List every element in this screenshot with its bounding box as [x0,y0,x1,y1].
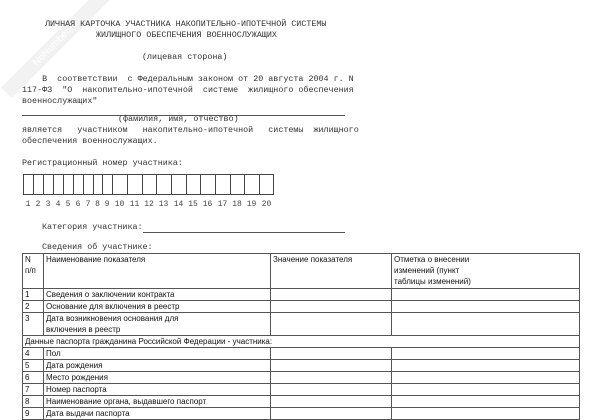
reg-digit-number: 10 [114,200,125,209]
reg-digit-number: 3 [45,200,51,209]
reg-digit-box[interactable] [93,174,102,195]
header-change: Отметка о внесении изменений (пункт таблицы изменений) [392,254,580,289]
row-indicator: Пол [44,348,271,360]
reg-digit-number: 1 [25,200,31,209]
reg-digit-box[interactable] [53,174,63,195]
row-value-cell[interactable] [271,372,392,384]
reg-digit-box[interactable] [259,174,274,195]
intro-3: военнослужащих" [22,96,98,106]
row-number: 3 [23,313,44,336]
row-change-cell[interactable] [392,360,580,372]
row-indicator: Номер паспорта [44,384,271,396]
reg-digit-box[interactable] [230,174,244,195]
reg-digit-number: 6 [75,200,81,209]
reg-digit-box[interactable] [63,174,73,195]
reg-digit-box[interactable] [127,174,142,195]
reg-digit-box[interactable] [244,174,259,195]
reg-digit-box[interactable] [33,174,43,195]
reg-digit-number: 2 [35,200,41,209]
reg-number-label: Регистрационный номер участника: [22,158,183,168]
row-change-cell[interactable] [392,301,580,313]
row-indicator: Наименование органа, выдавшего паспорт [44,396,271,408]
row-indicator: Дата возникновения основания для включения в реестр [44,313,271,336]
reg-digit-box[interactable] [23,174,33,195]
table-row [23,372,580,384]
row-number: 2 [23,301,44,313]
header-num: N п/п [23,254,44,289]
reg-digit-number: 20 [261,200,272,209]
reg-digit-number: 18 [232,200,242,209]
reg-digit-number: 14 [173,200,184,209]
table-row [23,348,580,360]
reg-digit-number: 13 [158,200,169,209]
row-value-cell[interactable] [271,408,392,420]
table-row [23,408,580,420]
reg-digit-number: 4 [55,200,61,209]
reg-digit-box[interactable] [200,174,215,195]
info-label: Сведения об участнике: [42,242,153,252]
intro-2: 117-ФЗ "О накопительно-ипотечной системе жилищного обеспечения [22,85,354,95]
row-change-cell[interactable] [392,384,580,396]
row-indicator: Сведения о заключении контракта [44,289,271,301]
reg-digit-box[interactable] [215,174,230,195]
row-value-cell[interactable] [271,289,392,301]
category-label: Категория участника: [42,222,143,232]
reg-digit-number: 9 [104,200,110,209]
header-value: Значение показателя [271,254,392,289]
section-row [23,336,580,348]
row-number: 8 [23,396,44,408]
row-number: 5 [23,360,44,372]
row-indicator: Дата выдачи паспорта [44,408,271,420]
reg-digit-number: 11 [129,200,140,209]
reg-digit-box[interactable] [171,174,186,195]
reg-digit-box[interactable] [112,174,127,195]
reg-digit-number: 17 [217,200,228,209]
row-change-cell[interactable] [392,408,580,420]
title-line-1: ЛИЧНАЯ КАРТОЧКА УЧАСТНИКА НАКОПИТЕЛЬНО-ИПОТЕЧНОЙ СИСТЕМЫ [45,19,327,29]
reg-digit-box[interactable] [43,174,53,195]
reg-digit-number: 5 [65,200,71,209]
title-line-2: ЖИЛИЩНОГО ОБЕСПЕЧЕНИЯ ВОЕННОСЛУЖАЩИХ [96,30,277,40]
category-line[interactable] [143,232,345,233]
section-label: Данные паспорта гражданина Российской Федерации - участника: [23,336,580,348]
row-indicator: Основание для включения в реестр [44,301,271,313]
intro-1: В соответствии с Федеральным законом от 20 августа 2004 г. N [22,74,354,84]
table-header-row [23,254,580,289]
watermark: NoNumber.ru [1,0,110,98]
row-change-cell[interactable] [392,289,580,301]
table-row [23,313,580,336]
header-name: Наименование показателя [44,254,271,289]
reg-digit-box[interactable] [83,174,93,195]
reg-digit-box[interactable] [156,174,171,195]
table-row [23,360,580,372]
row-value-cell[interactable] [271,360,392,372]
row-value-cell[interactable] [271,313,392,336]
row-number: 9 [23,408,44,420]
row-number: 7 [23,384,44,396]
reg-digit-number: 7 [85,200,91,209]
reg-digit-box[interactable] [186,174,200,195]
row-number: 4 [23,348,44,360]
row-change-cell[interactable] [392,348,580,360]
fio-caption: (фамилия, имя, отчество) [118,114,239,124]
row-change-cell[interactable] [392,313,580,336]
participant-text-1: является участником накопительно-ипотечной системы жилищного [22,125,359,135]
table-row [23,384,580,396]
row-value-cell[interactable] [271,348,392,360]
reg-digit-number: 19 [246,200,257,209]
reg-digit-number: 8 [95,200,100,209]
reg-digit-box[interactable] [142,174,156,195]
row-value-cell[interactable] [271,301,392,313]
table-row [23,301,580,313]
side-caption: (лицевая сторона) [142,52,228,62]
row-indicator: Дата рождения [44,360,271,372]
row-change-cell[interactable] [392,372,580,384]
row-number: 1 [23,289,44,301]
participant-text-2: обеспечения военнослужащих. [22,136,158,146]
reg-digit-box[interactable] [102,174,112,195]
row-value-cell[interactable] [271,384,392,396]
row-indicator: Место рождения [44,372,271,384]
row-value-cell[interactable] [271,396,392,408]
table-row [23,289,580,301]
table-row [23,396,580,408]
reg-digit-number: 16 [202,200,213,209]
participant-info-table [22,253,580,420]
row-number: 6 [23,372,44,384]
row-change-cell[interactable] [392,396,580,408]
reg-digit-box[interactable] [73,174,83,195]
reg-digit-number: 12 [144,200,154,209]
reg-digit-number: 15 [188,200,198,209]
